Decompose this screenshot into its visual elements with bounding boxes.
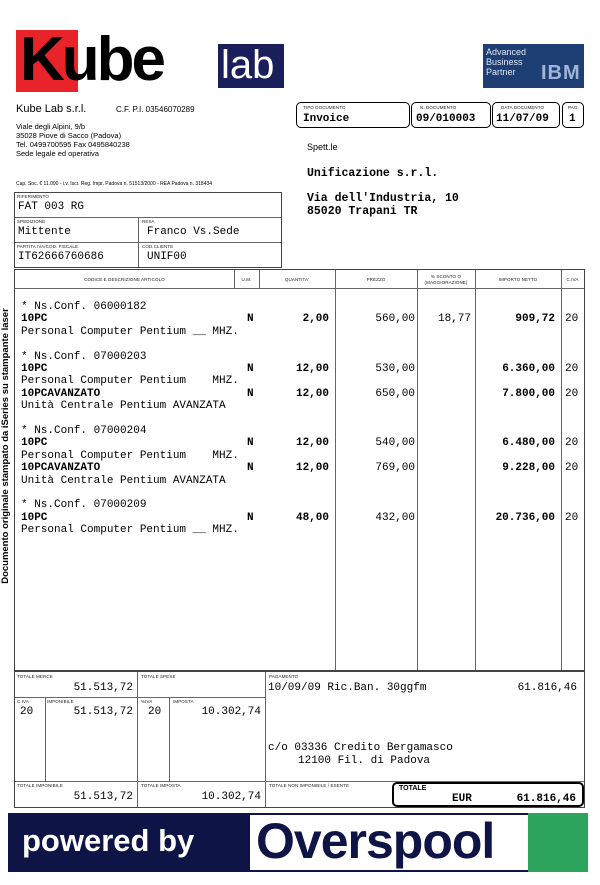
- civa-value: 20: [20, 706, 34, 718]
- table-row: [15, 301, 584, 313]
- tot-imposta-label: TOTALE IMPOSTA: [141, 783, 181, 788]
- doc-page-box: [562, 102, 584, 128]
- table-row: [15, 388, 584, 400]
- row-um: N: [247, 363, 254, 375]
- logo-lab-text: lab: [221, 43, 275, 87]
- row-description: * Ns.Conf. 07000209: [21, 499, 147, 512]
- riferimento-label: RIFERIMENTO: [17, 194, 50, 199]
- tot-imponibile-value: 51.513,72: [73, 791, 133, 803]
- row-price: 560,00: [375, 313, 415, 326]
- row-amount: 9.228,00: [502, 462, 555, 475]
- row-quantity: 12,00: [295, 387, 329, 400]
- imposta-value: 10.302,74: [201, 706, 261, 718]
- row-description: 10PC: [21, 363, 48, 375]
- doc-page-value: 1: [569, 113, 576, 125]
- row-price: 530,00: [375, 363, 415, 375]
- company-cf-pi: C.F. P.I. 03546070289: [116, 105, 195, 114]
- table-row: [15, 450, 584, 462]
- table-row: [15, 375, 584, 387]
- tot-merce-label: TOTALE MERCE: [17, 674, 53, 679]
- table-row: [15, 462, 584, 474]
- row-um: N: [247, 437, 254, 450]
- row-quantity: 12,00: [295, 363, 329, 375]
- overspool-banner: [8, 813, 588, 872]
- table-row: [15, 338, 584, 350]
- logo-kube-text: Kube: [20, 25, 163, 94]
- row-description: Personal Computer Pentium __ MHZ.: [21, 325, 239, 338]
- powered-by-text: powered by: [22, 823, 195, 858]
- row-vat-code: 20: [565, 363, 579, 375]
- cod-cliente-value: UNIF00: [147, 251, 187, 263]
- col-um: U.M.: [241, 277, 252, 282]
- row-description: Personal Computer Pentium MHZ.: [21, 375, 239, 388]
- piva-label: PARTITA IVA/COD. FISCALE: [17, 244, 79, 249]
- resa-label: RESA: [142, 219, 155, 224]
- doc-number-box: [411, 102, 491, 128]
- row-amount: 20.736,00: [495, 511, 555, 524]
- grand-total-label: TOTALE: [399, 785, 427, 792]
- resa-value: Franco Vs.Sede: [147, 226, 240, 238]
- row-description: 10PC: [21, 313, 48, 326]
- side-print-note: [0, 286, 12, 606]
- row-amount: 7.800,00: [502, 387, 555, 400]
- row-description: * Ns.Conf. 07000204: [21, 425, 147, 437]
- table-row: [15, 512, 584, 524]
- row-price: 650,00: [375, 387, 415, 400]
- row-um: N: [247, 462, 254, 475]
- col-importo: IMPORTO NETTO: [498, 277, 538, 282]
- ibm-badge-line-3: Partner: [486, 67, 516, 77]
- col-prezzo: PREZZO: [366, 277, 386, 282]
- row-vat-code: 20: [565, 387, 579, 400]
- imponibile-label: IMPONIBILE: [47, 699, 74, 704]
- table-row: [15, 400, 584, 412]
- row-description: 10PC: [21, 511, 48, 524]
- ibm-badge: [483, 44, 584, 88]
- ibm-badge-line-1: Advanced: [486, 47, 527, 57]
- table-row: [15, 437, 584, 449]
- doc-type-value: Invoice: [303, 113, 350, 125]
- company-address-4: Sede legale ed operativa: [16, 149, 99, 158]
- table-row: [15, 413, 584, 425]
- row-description: Personal Computer Pentium MHZ.: [21, 449, 239, 462]
- row-description: * Ns.Conf. 06000182: [21, 301, 147, 313]
- row-vat-code: 20: [565, 313, 579, 326]
- doc-number-label: N. DOCUMENTO: [420, 105, 457, 110]
- recipient-salutation: Spett.le: [307, 142, 338, 152]
- row-um: N: [247, 387, 254, 400]
- table-row: [15, 487, 584, 499]
- row-vat-code: 20: [565, 437, 579, 450]
- pagamento-amount: 61.816,46: [517, 682, 577, 694]
- row-price: 432,00: [375, 511, 415, 524]
- company-address-3: Tel. 0499700595 Fax 0495840238: [16, 140, 130, 149]
- table-row: [15, 363, 584, 375]
- row-price: 540,00: [375, 437, 415, 450]
- tot-imposta-value: 10.302,74: [201, 791, 261, 803]
- recipient-street: Via dell'Industria, 10: [307, 192, 459, 205]
- row-description: 10PCAVANZATO: [21, 387, 101, 400]
- row-vat-code: 20: [565, 462, 579, 475]
- doc-date-label: DATA DOCUMENTO: [501, 105, 545, 110]
- company-cap-soc: Cap. Soc. € 11.000 - i.v. Iscr. Reg. Impr. Padova n. 51513/2000 - REA Padova n. 318434: [16, 181, 213, 187]
- cod-cliente-label: COD.CLIENTE: [142, 244, 174, 249]
- tot-imponibile-label: TOTALE IMPONIBILE: [17, 783, 63, 788]
- grand-total-currency: EUR: [452, 793, 472, 805]
- aliq-label: %IVA: [141, 699, 153, 704]
- grand-total-box: [392, 782, 584, 807]
- row-description: Unità Centrale Pentium AVANZATA: [21, 400, 226, 413]
- spedizione-value: Mittente: [18, 226, 71, 238]
- table-row: [15, 425, 584, 437]
- riferimento-value: FAT 003 RG: [18, 201, 85, 213]
- doc-date-value: 11/07/09: [496, 113, 549, 125]
- col-sconto: % SCONTO O (MAGGIORAZIONE): [424, 274, 468, 285]
- doc-type-label: TIPO DOCUMENTO: [303, 105, 346, 110]
- row-price: 769,00: [375, 462, 415, 475]
- row-amount: 6.360,00: [502, 363, 555, 375]
- doc-date-box: [492, 102, 560, 128]
- civa-label: C.IVA: [17, 699, 29, 704]
- pagamento-value: 10/09/09 Ric.Ban. 30ggfm: [268, 682, 427, 694]
- row-amount: 909,72: [515, 313, 555, 326]
- imponibile-value: 51.513,72: [73, 706, 133, 718]
- overspool-brand-text: Overspool: [256, 813, 495, 869]
- doc-type-box: [296, 102, 410, 128]
- table-row: [15, 475, 584, 487]
- row-vat-code: 20: [565, 511, 579, 524]
- row-amount: 6.480,00: [502, 437, 555, 450]
- table-row: [15, 313, 584, 325]
- tot-merce-value: 51.513,72: [73, 682, 133, 694]
- row-um: N: [247, 313, 254, 326]
- side-print-note-text: Documento originale stampato da iSeries su stampante laser: [0, 308, 11, 584]
- row-description: 10PC: [21, 437, 48, 450]
- table-row: [15, 326, 584, 338]
- ibm-logo: IBM: [541, 62, 581, 84]
- table-row: [15, 524, 584, 536]
- items-table: [14, 269, 585, 671]
- row-description: 10PCAVANZATO: [21, 462, 101, 475]
- row-quantity: 48,00: [295, 511, 329, 524]
- company-address-2: 35028 Piove di Sacco (Padova): [16, 131, 122, 140]
- col-quantita: QUANTITA': [284, 277, 310, 282]
- company-name: Kube Lab s.r.l.: [16, 103, 87, 115]
- row-description: Unità Centrale Pentium AVANZATA: [21, 474, 226, 487]
- doc-page-label: PAG.: [568, 105, 579, 110]
- row-quantity: 12,00: [295, 437, 329, 450]
- reference-box: [14, 192, 282, 268]
- recipient-city: 85020 Trapani TR: [307, 205, 418, 218]
- tot-spese-label: TOTALE SPESE: [141, 674, 176, 679]
- doc-number-value: 09/010003: [416, 113, 476, 125]
- ibm-badge-line-2: Business: [486, 57, 523, 67]
- row-quantity: 12,00: [295, 462, 329, 475]
- spedizione-label: SPEDIZIONE: [17, 219, 46, 224]
- pagamento-label: PAGAMENTO: [269, 674, 299, 679]
- kube-logo: [16, 25, 284, 94]
- row-um: N: [247, 511, 254, 524]
- company-address-1: Viale degli Alpini, 9/b: [16, 122, 86, 131]
- row-quantity: 2,00: [302, 313, 329, 326]
- aliq-value: 20: [148, 706, 162, 718]
- bank-line-1: c/o 03336 Credito Bergamasco: [268, 742, 453, 754]
- table-row: [15, 351, 584, 363]
- recipient-name: Unificazione s.r.l.: [307, 167, 439, 180]
- bank-line-2: 12100 Fil. di Padova: [298, 755, 431, 767]
- imposta-label: IMPOSTA: [173, 699, 194, 704]
- tot-non-imp-label: TOTALE NON IMPONIBILE / ESENTE: [269, 783, 350, 788]
- row-discount: 18,77: [437, 313, 471, 326]
- table-row: [15, 499, 584, 511]
- row-description: Personal Computer Pentium __ MHZ.: [21, 524, 239, 537]
- grand-total-value: 61.816,46: [516, 793, 576, 805]
- row-description: * Ns.Conf. 07000203: [21, 350, 147, 363]
- piva-value: IT62666760686: [18, 251, 104, 263]
- col-civa: C.IVA: [566, 277, 579, 282]
- col-codice: CODICE E DESCRIZIONE ARTICOLO: [84, 277, 165, 282]
